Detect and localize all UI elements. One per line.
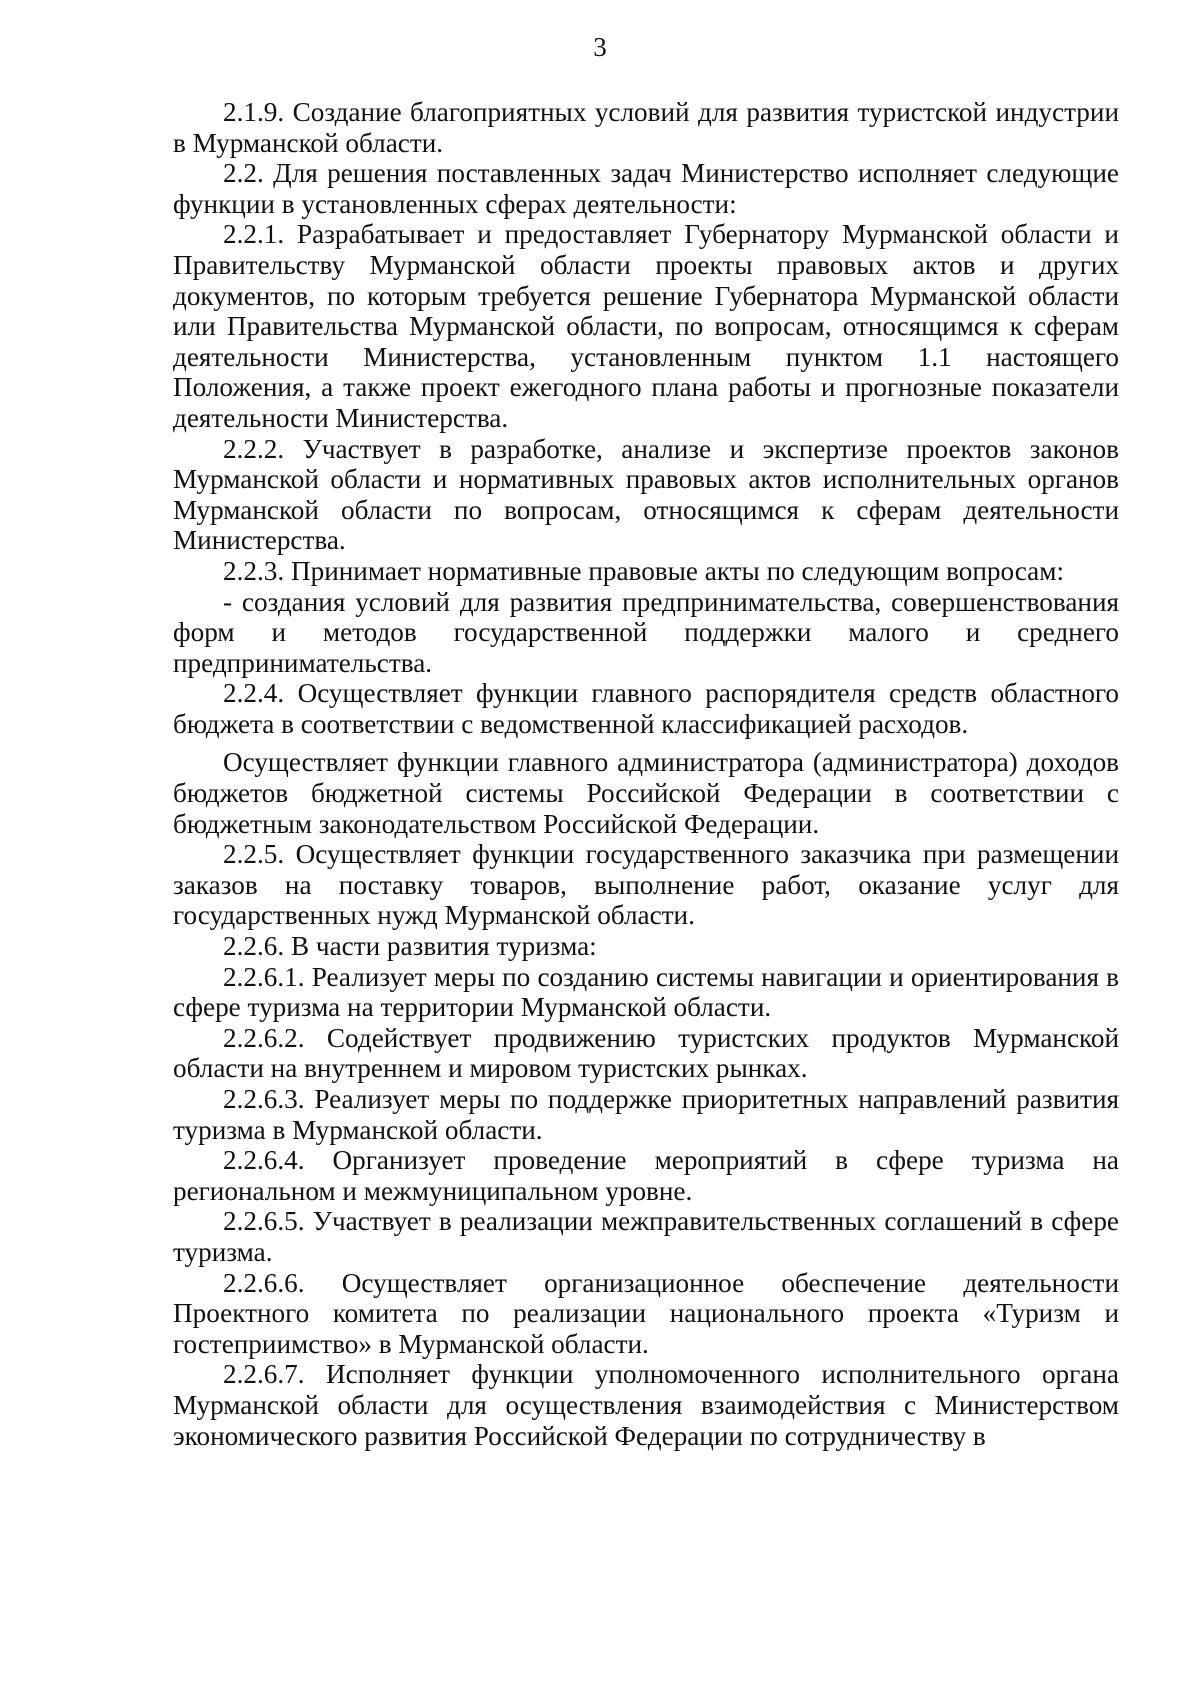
paragraph-2-2: 2.2. Для решения поставленных задач Министерство исполняет следующие функции в установленных сферах деятельности: bbox=[173, 158, 1119, 219]
paragraph-2-2-4-admin: Осуществляет функции главного администратора (администратора) доходов бюджетов бюджетной системы Российской Федерации в соответствии с бюджетным законодательством Российской Федерации. bbox=[173, 747, 1119, 839]
paragraph-2-2-6-5: 2.2.6.5. Участвует в реализации межправительственных соглашений в сфере туризма. bbox=[173, 1206, 1119, 1267]
paragraph-2-2-3-item: - создания условий для развития предпринимательства, совершенствования форм и методов государственной поддержки малого и среднего предпринимательства. bbox=[173, 586, 1119, 678]
paragraph-2-2-3: 2.2.3. Принимает нормативные правовые акты по следующим вопросам: bbox=[223, 555, 1065, 586]
paragraph-2-2-6-6: 2.2.6.6. Осуществляет организационное обеспечение деятельности Проектного комитета по реализации национального проекта «Туризм и гостеприимство» в Мурманской области. bbox=[173, 1267, 1119, 1359]
paragraph-2-1-9: 2.1.9. Создание благоприятных условий для развития туристской индустрии в Мурманской области. bbox=[173, 97, 1119, 158]
paragraph-2-2-6-3: 2.2.6.3. Реализует меры по поддержке приоритетных направлений развития туризма в Мурманской области. bbox=[173, 1084, 1119, 1145]
paragraph-2-2-6-1: 2.2.6.1. Реализует меры по созданию системы навигации и ориентирования в сфере туризма на территории Мурманской области. bbox=[173, 961, 1119, 1023]
paragraph-2-2-5: 2.2.5. Осуществляет функции государственного заказчика при размещении заказов на поставку товаров, выполнение работ, оказание услуг для государственных нужд Мурманской области. bbox=[173, 839, 1119, 931]
document-body bbox=[173, 97, 1119, 1451]
paragraph-2-2-1: 2.2.1. Разрабатывает и предоставляет Губернатору Мурманской области и Правительству Мурманской области проекты правовых актов и других документов, по которым требуется решение Губернатора Мурманской области или Правительства Мурманской области, по вопросам, относящимся к сферам деятельности Министерства, установленным пунктом 1.1 настоящего Положения, а также проект ежегодного плана работы и прогнозные показатели деятельности Министерства. bbox=[173, 219, 1119, 433]
paragraph-2-2-2: 2.2.2. Участвует в разработке, анализе и экспертизе проектов законов Мурманской области и нормативных правовых актов исполнительных органов Мурманской области по вопросам, относящимся к сферам деятельности Министерства. bbox=[173, 433, 1119, 556]
page-number: 3 bbox=[593, 32, 607, 62]
paragraph-2-2-6-4: 2.2.6.4. Организует проведение мероприятий в сфере туризма на региональном и межмуниципальном уровне. bbox=[173, 1145, 1119, 1206]
paragraph-2-2-4: 2.2.4. Осуществляет функции главного распорядителя средств областного бюджета в соответствии с ведомственной классификацией расходов. bbox=[173, 678, 1119, 739]
paragraph-2-2-6-2: 2.2.6.2. Содействует продвижению туристских продуктов Мурманской области на внутреннем и мировом туристских рынках. bbox=[173, 1022, 1119, 1084]
paragraph-2-2-6: 2.2.6. В части развития туризма: bbox=[223, 931, 597, 962]
paragraph-2-2-6-7: 2.2.6.7. Исполняет функции уполномоченного исполнительного органа Мурманской области для осуществления взаимодействия с Министерством экономического развития Российской Федерации по сотрудничеству в bbox=[173, 1359, 1119, 1451]
